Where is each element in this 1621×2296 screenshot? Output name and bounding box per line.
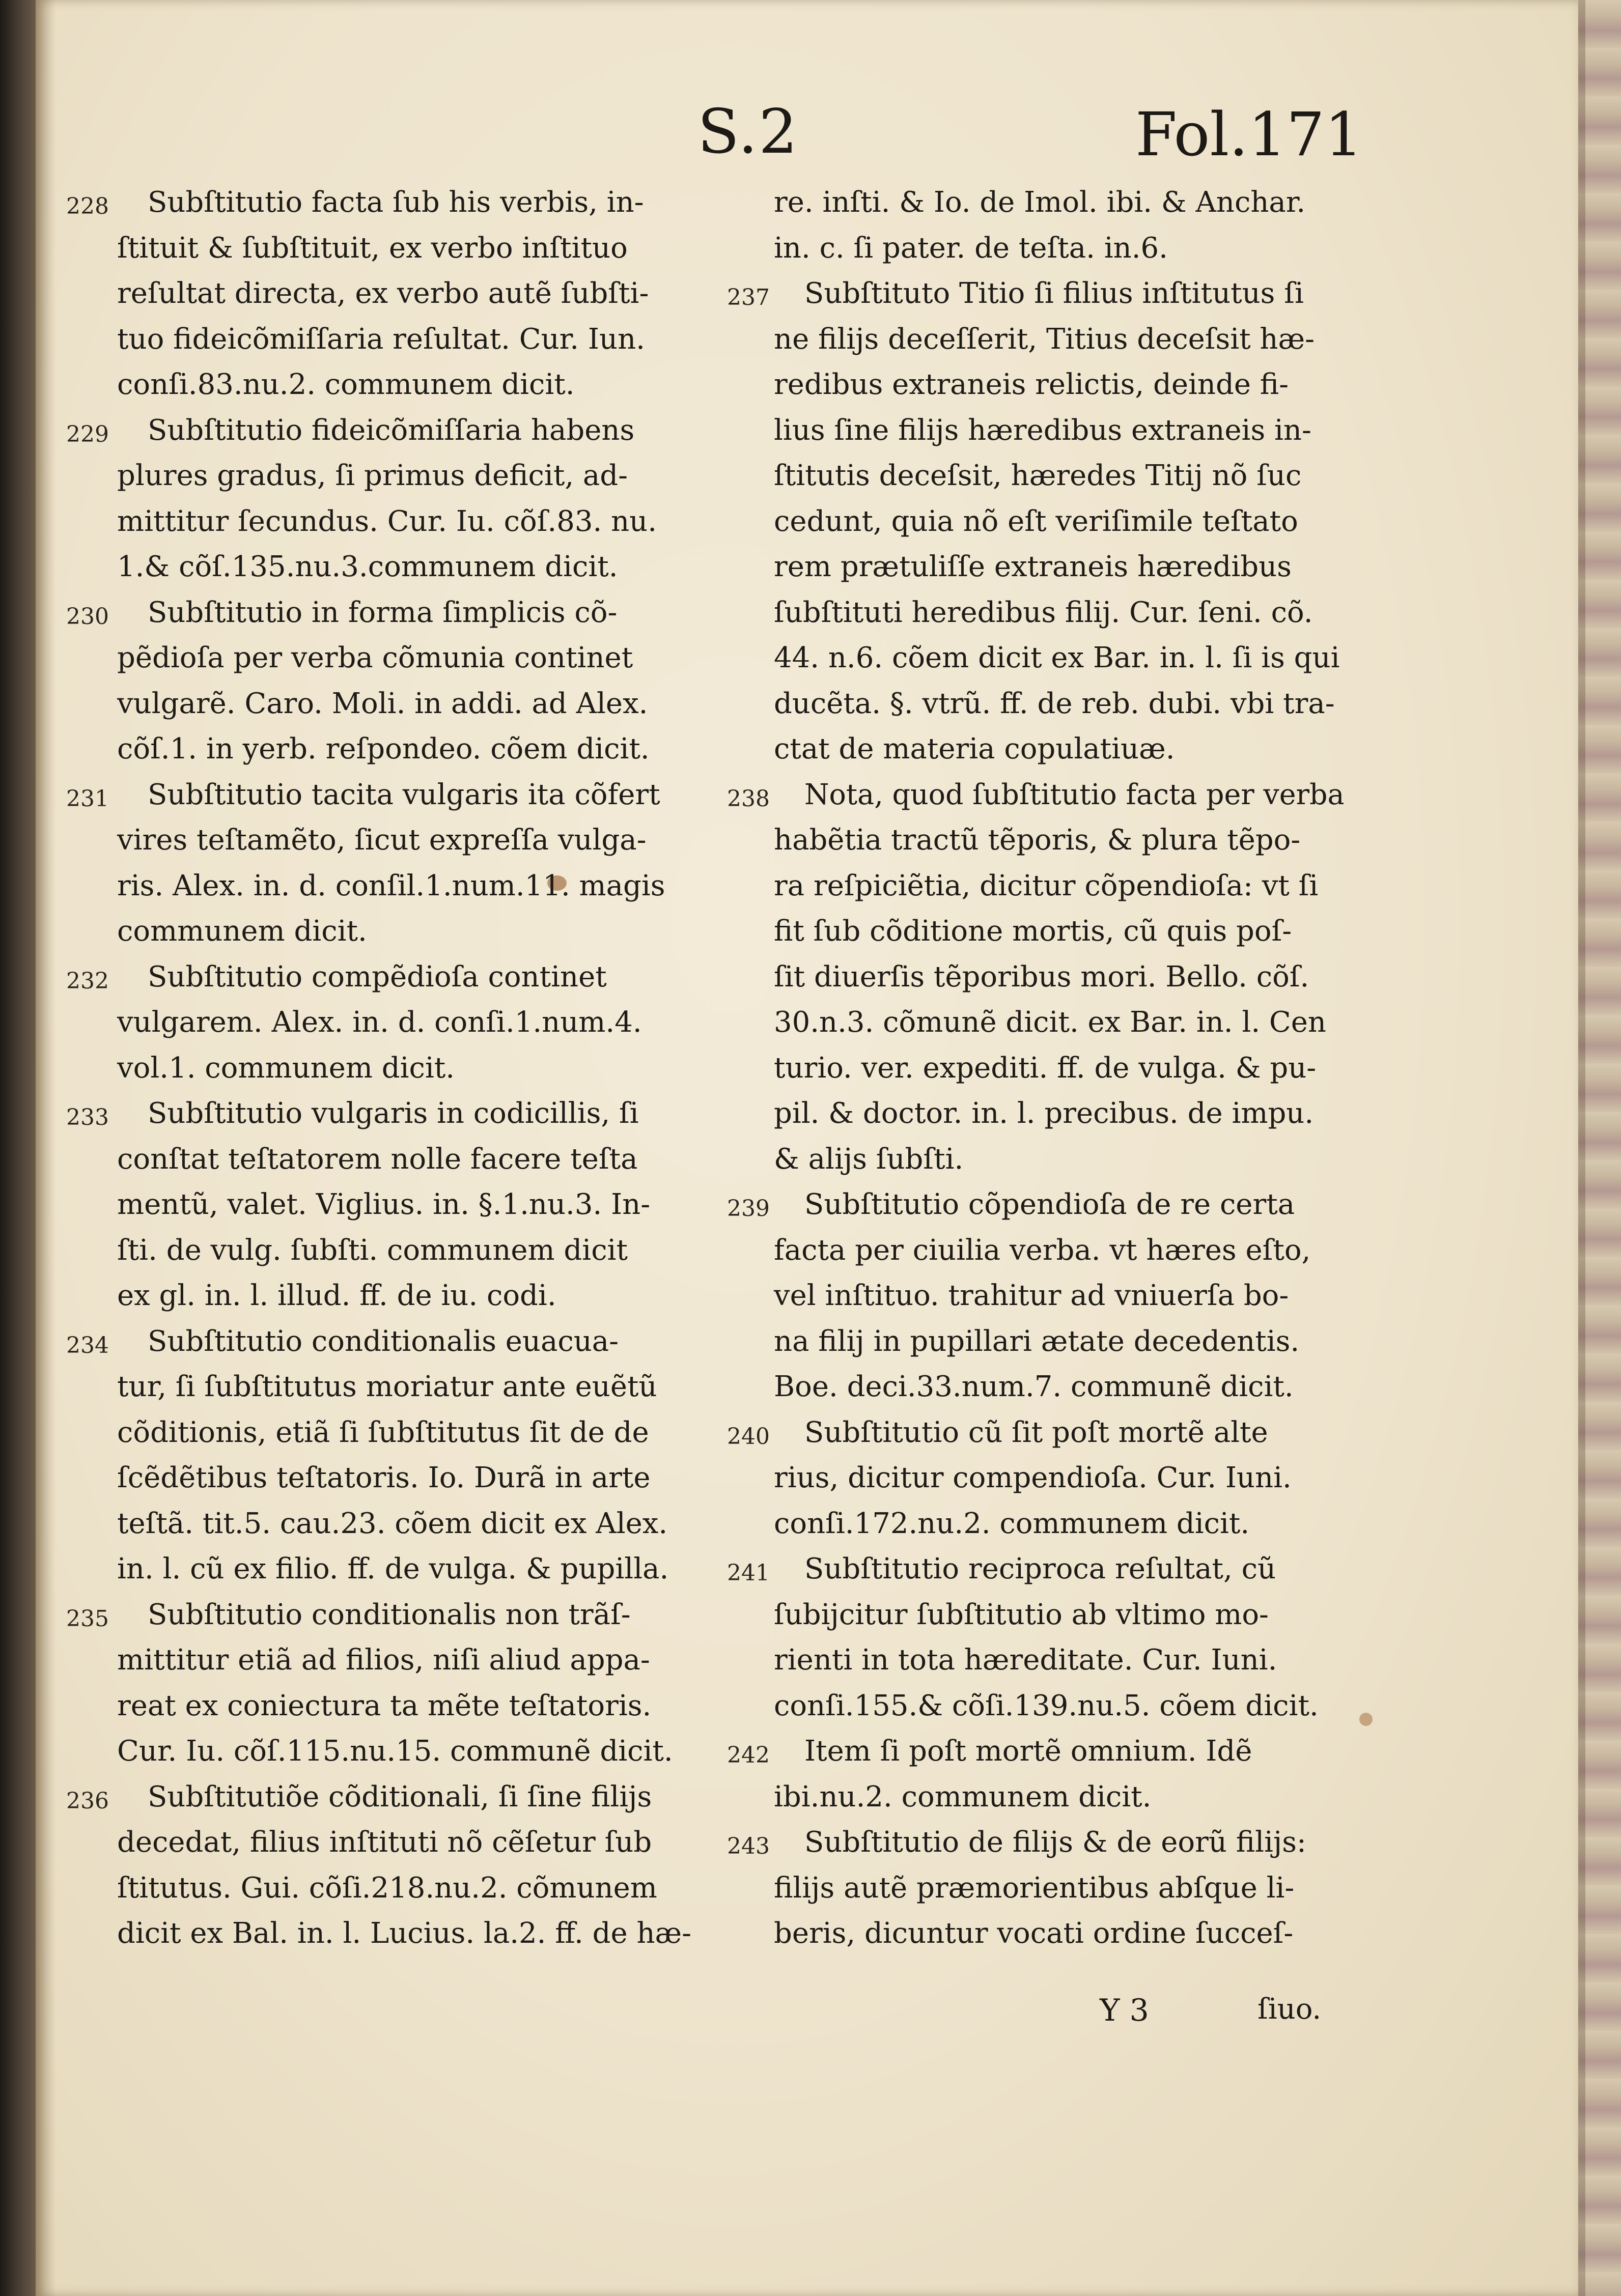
text-line: 44. n.6. cõem dicit ex Bar. in. l. ſi is qui: [774, 641, 1340, 674]
text-line: Nota, quod ſubſtitutio facta per verba: [804, 778, 1345, 811]
entry-number: 232: [66, 968, 109, 994]
entry-number: 231: [66, 785, 109, 812]
text-line: pẽdioſa per verba cõmunia continet: [117, 641, 633, 674]
text-line: re. inſti. & Io. de Imol. ibi. & Anchar.: [774, 186, 1306, 219]
text-line: 30.n.3. cõmunẽ dicit. ex Bar. in. l. Cen: [774, 1006, 1326, 1039]
text-line: facta per ciuilia verba. vt hæres eſto,: [774, 1233, 1311, 1267]
text-line: mittitur etiã ad filios, niſi aliud appa-: [117, 1643, 650, 1677]
text-line: turio. ver. expediti. ff. de vulga. & pu-: [774, 1051, 1317, 1085]
text-line: Cur. Iu. cõſ.115.nu.15. communẽ dicit.: [117, 1735, 673, 1768]
text-line: Subſtitutio conditionalis non trãſ-: [148, 1598, 631, 1631]
text-line: ducẽta. §. vtrũ. ff. de reb. dubi. vbi tra-: [774, 687, 1335, 720]
entry-number: 229: [66, 421, 109, 447]
text-line: ſit diuerſis tẽporibus mori. Bello. cõſ.: [774, 960, 1309, 994]
text-line: ctat de materia copulatiuæ.: [774, 732, 1175, 766]
text-line: Subſtitutio facta ſub his verbis, in-: [148, 186, 644, 219]
text-line: rius, dicitur compendioſa. Cur. Iuni.: [774, 1461, 1292, 1494]
entry-number: 236: [66, 1788, 109, 1814]
text-line: vulgarẽ. Caro. Moli. in addi. ad Alex.: [117, 687, 648, 720]
text-line: vires teſtamẽto, ſicut expreſſa vulga-: [117, 824, 647, 857]
text-line: filijs autẽ præmorientibus abſque li-: [774, 1871, 1295, 1905]
text-line: ſtitutus. Gui. cõſi.218.nu.2. cõmunem: [117, 1871, 657, 1905]
text-line: reat ex coniectura ta mẽte teſtatoris.: [117, 1689, 652, 1722]
text-line: communem dicit.: [117, 915, 367, 948]
text-line: in. l. cũ ex filio. ff. de vulga. & pupilla.: [117, 1552, 669, 1585]
text-line: Subſtitutio tacita vulgaris ita cõfert: [148, 778, 660, 811]
text-line: Subſtitutio conditionalis euacua-: [148, 1324, 619, 1358]
text-line: conſi.172.nu.2. communem dicit.: [774, 1507, 1250, 1540]
text-line: ne filijs deceſſerit, Titius deceſsit hæ-: [774, 322, 1315, 356]
text-line: rienti in tota hæreditate. Cur. Iuni.: [774, 1643, 1277, 1677]
entry-number: 234: [66, 1332, 109, 1358]
entry-number: 237: [727, 285, 770, 310]
text-line: conſtat teſtatorem nolle facere teſta: [117, 1142, 638, 1176]
text-line: Subſtitutio in forma ſimplicis cõ-: [148, 596, 618, 629]
text-line: lius ſine filijs hæredibus extraneis in-: [774, 413, 1311, 447]
text-line: Item ſi poſt mortẽ omnium. Idẽ: [804, 1735, 1252, 1768]
text-line: ex gl. in. l. illud. ff. de iu. codi.: [117, 1279, 556, 1312]
text-line: Subſtitutio cõpendioſa de re certa: [804, 1188, 1295, 1221]
text-line: ra reſpiciẽtia, dicitur cõpendioſa: vt ſi: [774, 869, 1319, 902]
text-line: conſi.83.nu.2. communem dicit.: [117, 368, 575, 401]
text-line: vel inſtituo. trahitur ad vniuerſa bo-: [774, 1279, 1289, 1312]
text-line: ſubijcitur ſubſtitutio ab vltimo mo-: [774, 1598, 1269, 1631]
text-line: dicit ex Bal. in. l. Lucius. la.2. ff. de hæ-: [117, 1917, 692, 1950]
ink-stain: [1359, 1713, 1373, 1726]
text-line: Subſtitutio fideicõmiſſaria habens: [148, 413, 635, 447]
entry-number: 228: [66, 193, 109, 219]
catchword: ſiuo.: [1257, 1993, 1322, 2026]
text-line: Subſtitutio cũ ſit poſt mortẽ alte: [804, 1415, 1268, 1449]
entry-number: 241: [727, 1560, 770, 1586]
text-line: 1.& cõſ.135.nu.3.communem dicit.: [117, 550, 618, 583]
text-line: ſubſtituti heredibus filij. Cur. ſeni. cõ.: [774, 596, 1313, 629]
entry-number: 242: [727, 1742, 770, 1768]
entry-number: 233: [66, 1104, 109, 1130]
text-line: vol.1. communem dicit.: [117, 1051, 455, 1085]
text-line: cõditionis, etiã ſi ſubſtitutus ſit de de: [117, 1415, 649, 1449]
text-line: decedat, filius inſtituti nõ cẽſetur ſub: [117, 1826, 652, 1859]
text-line: Subſtitutio de filijs & de eorũ filijs:: [804, 1826, 1306, 1859]
text-line: & alijs ſubſti.: [774, 1142, 964, 1176]
footer-signature: Y 3: [1100, 1993, 1149, 2028]
text-line: ſti. de vulg. ſubſti. communem dicit: [117, 1233, 628, 1267]
page-signature-mark: S.2: [697, 97, 799, 167]
entry-number: 240: [727, 1423, 770, 1450]
text-line: tuo fideicõmiſſaria reſultat. Cur. Iun.: [117, 322, 645, 356]
folio-number: Fol.171: [1135, 99, 1363, 169]
text-line: Boe. deci.33.num.7. communẽ dicit.: [774, 1370, 1294, 1403]
text-line: conſi.155.& cõſi.139.nu.5. cõem dicit.: [774, 1689, 1319, 1722]
text-line: mittitur ſecundus. Cur. Iu. cõſ.83. nu.: [117, 504, 657, 538]
page-fore-edge: [1578, 0, 1621, 2296]
text-line: Subſtitutio vulgaris in codicillis, ſi: [148, 1097, 639, 1130]
entry-number: 235: [66, 1605, 109, 1632]
text-line: rem prætuliſſe extraneis hæredibus: [774, 550, 1292, 583]
text-line: reſultat directa, ex verbo autẽ ſubſti-: [117, 277, 649, 310]
text-line: na filij in pupillari ætate decedentis.: [774, 1324, 1300, 1358]
text-line: vulgarem. Alex. in. d. conſi.1.num.4.: [117, 1006, 642, 1039]
text-line: habẽtia tractũ tẽporis, & plura tẽpo-: [774, 824, 1301, 857]
text-line: Subſtitutio reciproca reſultat, cũ: [804, 1552, 1276, 1585]
text-line: in. c. ſi pater. de teſta. in.6.: [774, 231, 1168, 265]
entry-number: 243: [727, 1833, 770, 1859]
text-line: Subſtitutio compẽdioſa continet: [148, 960, 607, 994]
entry-number: 238: [727, 785, 770, 812]
text-line: mentũ, valet. Viglius. in. §.1.nu.3. In-: [117, 1188, 651, 1221]
entry-number: 239: [727, 1196, 770, 1222]
text-line: beris, dicuntur vocati ordine ſucceſ-: [774, 1917, 1294, 1950]
text-line: redibus extraneis relictis, deinde fi-: [774, 368, 1289, 401]
text-line: cedunt, quia nõ eſt veriſimile teſtato: [774, 504, 1298, 538]
text-line: ris. Alex. in. d. conſil.1.num.11. magis: [117, 869, 665, 902]
text-line: ſtituit & ſubſtituit, ex verbo inſtituo: [117, 231, 628, 265]
text-line: Subſtituto Titio ſi filius inſtitutus ſi: [804, 277, 1304, 310]
book-binding-left: [0, 0, 36, 2296]
gutter-shadow: [36, 0, 56, 2296]
text-line: cõſ.1. in yerb. reſpondeo. cõem dicit.: [117, 732, 650, 766]
text-line: ibi.nu.2. communem dicit.: [774, 1780, 1152, 1813]
text-line: teſtã. tit.5. cau.23. cõem dicit ex Alex.: [117, 1507, 668, 1540]
text-line: tur, ſi ſubſtitutus moriatur ante euẽtũ: [117, 1370, 657, 1403]
text-line: ſcẽdẽtibus teſtatoris. Io. Durã in arte: [117, 1461, 651, 1494]
text-line: Subſtitutiõe cõditionali, ſi ſine filijs: [148, 1780, 652, 1813]
text-line: plures gradus, ſi primus deficit, ad-: [117, 459, 628, 492]
text-line: ſtitutis deceſsit, hæredes Titij nõ ſuc: [774, 459, 1302, 492]
text-line: fit ſub cõditione mortis, cũ quis poſ-: [774, 915, 1292, 948]
text-line: pil. & doctor. in. l. precibus. de impu.: [774, 1097, 1314, 1130]
entry-number: 230: [66, 603, 109, 630]
